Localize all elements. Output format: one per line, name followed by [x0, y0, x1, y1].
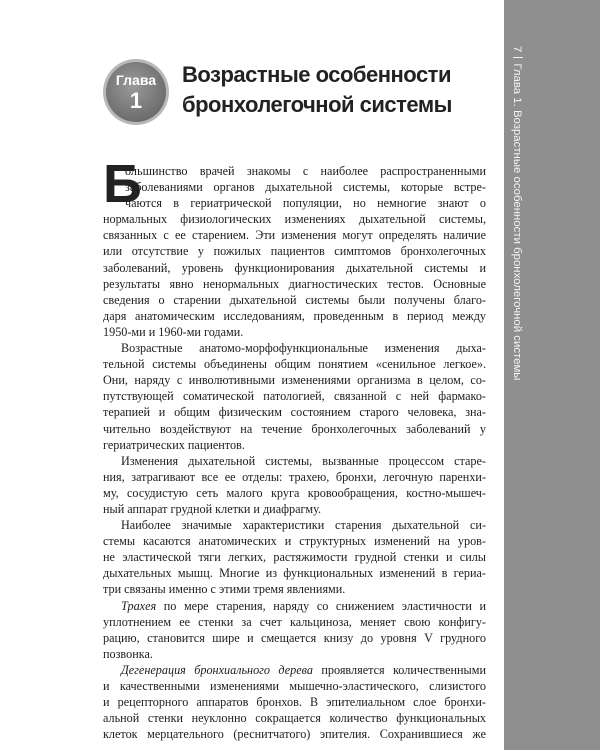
- paragraph: [103, 517, 486, 597]
- chapter-badge: [103, 59, 169, 125]
- text-line: Изменения дыхательной системы, вызванные процессом старе-: [121, 453, 486, 468]
- text-line: ния, затрагивают все ее отделы: трахею, бронхи, легочную паренхи-: [103, 469, 486, 484]
- text-line: Наиболее значимые характеристики старения дыхательной си-: [121, 518, 486, 533]
- chapter-label: Глава: [115, 72, 157, 88]
- text-line: ольшинство врачей знакомы с наиболее распространенными: [125, 164, 486, 178]
- text-line: даря анатомическим исследованиям, проведенным в период между: [103, 308, 486, 323]
- italic-term: Трахея: [121, 598, 157, 613]
- text-line: чаются в гериатрической популяции, но немногие знают о: [125, 196, 486, 211]
- chapter-number: 1: [129, 88, 143, 113]
- text-line: нормальных физиологических изменениях дыхательной системы,: [103, 212, 486, 227]
- paragraph: [103, 598, 486, 662]
- text-line: заболеваний, уровень функционирования дыхательной системы и: [103, 260, 486, 275]
- text-line: терапией и общим физическим состоянием старого человека, зна-: [103, 405, 486, 420]
- text-line: не эластической тяги легких, растяжимости грудной стенки и силы: [103, 550, 486, 565]
- chapter-title: [182, 60, 502, 120]
- text-line: дыхательных мышц. Многие из функциональных изменений в гериа-: [103, 566, 486, 581]
- text-line: три связаны именно с этими тремя явлениями.: [103, 582, 346, 597]
- text-line: уплотнением ее стенки за счет кальциноза, меняет свою конфигу-: [103, 614, 486, 629]
- text-line: 1950-ми и 1960-ми годами.: [103, 324, 244, 339]
- text-line: путствующей соматической патологией, связанной с ней фармако-: [103, 389, 486, 404]
- text-line: [103, 662, 486, 678]
- text-run: проявляется количественными: [312, 662, 486, 677]
- text-line: и рецепторного аппаратов бронхов. В эпителиальном слое бронхи-: [103, 695, 486, 710]
- text-line: клеток мерцательного (реснитчатого) эпителия. Сохранившиеся же: [103, 727, 486, 742]
- text-line: му, сосудистую сеть малого круга кровообращения, костно-мышеч-: [103, 485, 486, 500]
- running-head-text: Глава 1. Возрастные особенности бронхолегочной системы: [511, 63, 523, 381]
- chapter-badge-circle: [106, 62, 166, 122]
- text-line: результаты явно ненормальных диагностических тестов. Основные: [103, 276, 486, 291]
- text-line: альной стенки неуклонно сокращается количество функциональных: [103, 711, 486, 726]
- text-line: рацию, становится шире и смещается книзу до уровня V грудного: [103, 630, 486, 645]
- text-line: ный аппарат грудной клетки и диафрагму.: [103, 501, 321, 516]
- body-text: [103, 163, 486, 742]
- text-line: или отсутствие у пожилых пациентов симптомов бронхолегочных: [103, 244, 486, 259]
- text-line: сведения о старении дыхательной системы были получены благо-: [103, 292, 486, 307]
- text-run: по мере старения, наряду со снижением эластичности и: [156, 598, 486, 613]
- paragraph: [103, 340, 486, 453]
- text-line: [103, 598, 486, 614]
- text-line: заболеваниями органов дыхательной системы, которые встре-: [125, 180, 486, 195]
- text-line: Возрастные анатомо-морфофункциональные изменения дыха-: [121, 341, 486, 356]
- text-line: тельной системы объединены общим понятием «сенильное легкое».: [103, 357, 486, 372]
- text-line: связанных с ее старением. Эти изменения могут определять наличие: [103, 228, 486, 243]
- running-head: [509, 46, 525, 381]
- text-line: гериатрических пациентов.: [103, 437, 245, 452]
- paragraph: [103, 453, 486, 517]
- drop-cap: Б: [103, 154, 142, 214]
- paragraph: [103, 163, 486, 340]
- text-line: Они, наряду с инволютивными изменениями организма в целом, со-: [103, 373, 486, 388]
- page-number: 7: [511, 46, 523, 53]
- text-line: стемы касаются анатомических и структурных изменений на уров-: [103, 534, 486, 549]
- chapter-title-line: бронхолегочной системы: [182, 92, 452, 117]
- chapter-title-line: Возрастные особенности: [182, 62, 451, 87]
- text-line: позвонка.: [103, 646, 153, 661]
- paragraph: [103, 662, 486, 742]
- italic-term: Дегенерация бронхиального дерева: [121, 662, 313, 677]
- divider: [513, 57, 523, 58]
- text-line: и качественными изменениями мышечно-эластического, слизистого: [103, 679, 486, 693]
- text-line: чительно воздействуют на течение бронхолегочных заболеваний у: [103, 421, 486, 436]
